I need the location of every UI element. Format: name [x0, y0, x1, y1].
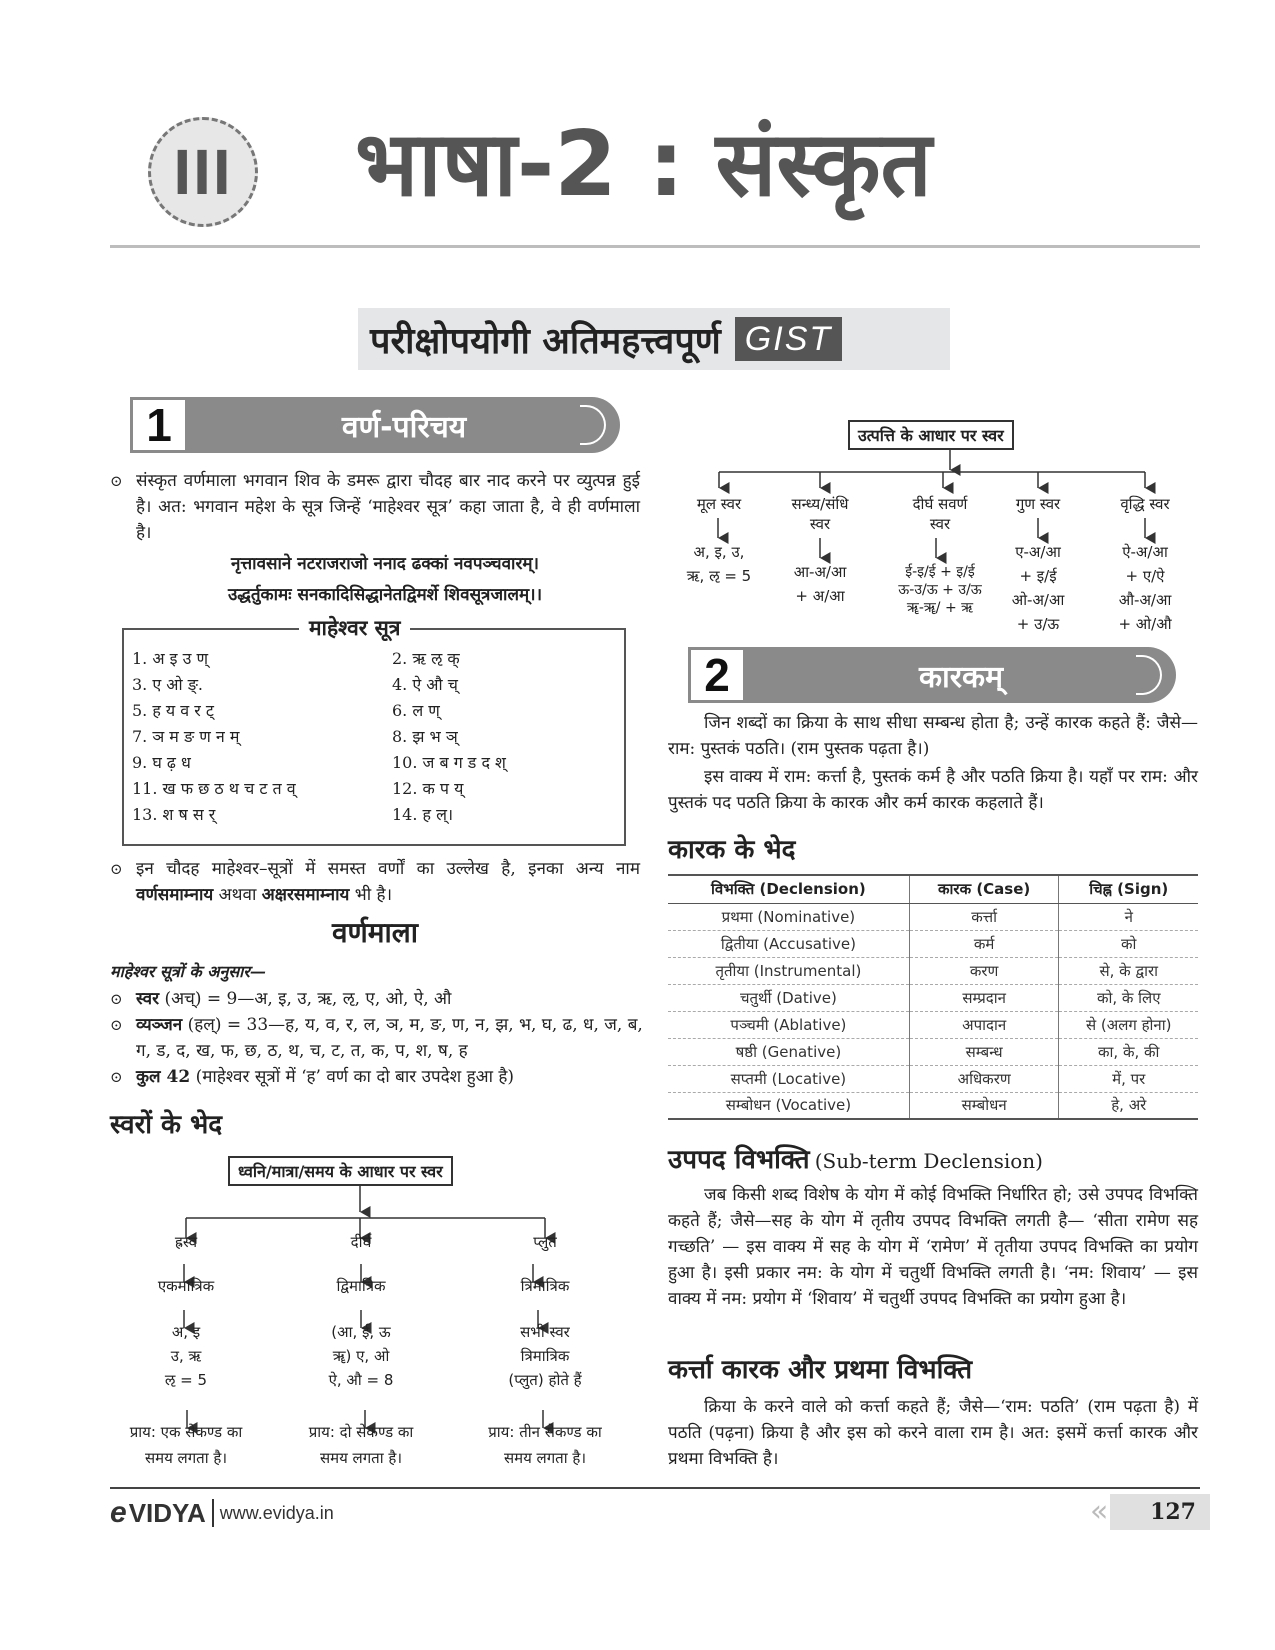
table-cell: तृतीया (Instrumental) [668, 957, 909, 984]
swar-list: ⊙ स्वर (अच्) = 9—अ, इ, उ, ऋ, ऌ, ए, ओ, ऐ, औ ⊙ व्यञ्जन (हल्) = 33—ह, य, व, र, ल, ञ, म, ङ, ण, न, झ, भ, घ, ढ, ध, ज, ब, ग, ड, द, ख, फ, छ, ठ, थ, च, ट, त, क, प, श, ष, ह ⊙ कुल 42 (माहेश्वर सूत्रों में ‘ह’ वर्ण का दो बार उपदेश हुआ है) [110, 986, 645, 1090]
utpatti-root: उत्पत्ति के आधार पर स्वर [848, 420, 1014, 450]
karta-heading: कर्त्ता कारक और प्रथमा विभक्ति [668, 1355, 973, 1385]
sutra-item: 5. ह य व र ट् [132, 701, 214, 720]
utpatti-node-value: ॠ-ॠ/ + ऋ [906, 600, 974, 616]
table-cell: करण [909, 957, 1059, 984]
dhvani-node-l1: (आ, ई, ऊ [331, 1323, 391, 1341]
unit-numeral: III [173, 136, 233, 208]
table-cell: से (अलग होना) [1059, 1011, 1198, 1038]
dhvani-node-l2: उ, ऋ [170, 1347, 202, 1365]
swaron-ke-bhed-heading: स्वरों के भेद [110, 1110, 223, 1140]
section-title: कारकम् [918, 659, 1004, 695]
table-cell: अपादान [909, 1011, 1059, 1038]
utpatti-node-value: ऐ-अ/आ [1122, 543, 1168, 561]
double-chevron-icon: « [1090, 1494, 1109, 1529]
sutra-item: 4. ऐ औ च् [392, 675, 458, 694]
gist-text: परीक्षोपयोगी अतिमहत्त्वपूर्ण [370, 320, 721, 362]
table-cell: द्वितीया (Accusative) [668, 930, 909, 957]
section-number: 1 [130, 397, 188, 453]
dhvani-node-type: द्विमात्रिक [336, 1277, 386, 1295]
table-cell: कर्त्ता [909, 903, 1059, 930]
dhvani-node-l2: त्रिमात्रिक [520, 1347, 570, 1365]
utpatti-node-label: वृद्धि स्वर [1120, 495, 1170, 513]
dhvani-node-l3: ऌ = 5 [164, 1371, 208, 1389]
website-link[interactable]: www.evidya.in [219, 1502, 334, 1523]
section-bar [746, 647, 1176, 703]
varnasamamnay-note: ⊙ इन चौदह माहेश्वर–सूत्रों में समस्त वर्णों का उल्लेख है, इनका अन्य नाम वर्णसमाम्नाय अथवा अक्षरसमाम्नाय भी है। [110, 856, 640, 908]
table-cell: सम्प्रदान [909, 984, 1059, 1011]
table-header-cell: विभक्ति (Declension) [668, 875, 909, 903]
sutra-item: 2. ऋ ऌ क् [392, 649, 460, 668]
dhvani-node-t2: समय लगता है। [319, 1449, 403, 1467]
table-row [668, 1011, 1198, 1038]
table-row [668, 984, 1198, 1011]
maheshwar-title: माहेश्वर सूत्र [299, 614, 410, 642]
karak-bhed-heading: कारक के भेद [668, 835, 796, 865]
dhvani-node-name: ह्रस्व [174, 1233, 198, 1251]
bullet-icon: ⊙ [110, 990, 123, 1008]
karta-paragraph: क्रिया के करने वाले को कर्त्ता कहते हैं; जैसे—‘राम: पठति’ (राम पढ़ता है) में पठति (पढ़ना) क्रिया है और इस को करने वाला राम है। अत: इसमें कर्त्ता कारक और प्रथमा विभक्ति है। [668, 1397, 1198, 1469]
lead-text: माहेश्वर सूत्रों के अनुसार— [110, 962, 266, 981]
utpatti-node-value: ऋ, ऌ = 5 [686, 567, 752, 585]
intro-paragraph: ⊙ संस्कृत वर्णमाला भगवान शिव के डमरू द्वारा चौदह बार नाद करने पर व्युत्पन्न हुई है। अत: भगवान महेश के सूत्र जिन्हें ‘माहेश्वर सूत्र’ कहा जाता है, वे ही वर्णमाला है। [110, 468, 640, 546]
dhvani-node-l1: अ, इ [171, 1323, 201, 1341]
utpatti-node-label: दीर्घ सवर्ण [912, 495, 968, 513]
bracket-decoration [1136, 655, 1162, 695]
table-cell: पञ्चमी (Ablative) [668, 1011, 909, 1038]
utpatti-node-value: + इ/ई [1019, 567, 1057, 585]
table-row [668, 1065, 1198, 1092]
sutra-item: 9. घ ढ़ ध [132, 753, 191, 772]
dhvani-node-l3: ऐ, औ = 8 [328, 1371, 394, 1389]
sutra-item: 3. ए ओ ङ्. [132, 675, 204, 694]
utpatti-node-value: + ओ/औ [1118, 615, 1172, 633]
logo-name: VIDYA [128, 1497, 206, 1528]
table-row [668, 1038, 1198, 1065]
sutra-item: 11. ख फ छ ठ थ च ट त व् [132, 779, 296, 798]
table-cell: से, के द्वारा [1059, 957, 1198, 984]
bullet-icon: ⊙ [110, 1068, 123, 1086]
footer-divider [110, 1487, 1200, 1489]
sutra-item: 10. ज ब ग ड द श् [392, 753, 506, 772]
bullet-icon: ⊙ [110, 472, 123, 490]
utpatti-node-label-2: स्वर [929, 515, 951, 533]
dhvani-root: ध्वनि/मात्रा/समय के आधार पर स्वर [228, 1156, 453, 1186]
utpatti-node-label: गुण स्वर [1015, 495, 1061, 513]
utpatti-node-value: औ-अ/आ [1118, 591, 1172, 609]
utpatti-node-value: + उ/ऊ [1016, 615, 1060, 633]
table-cell: षष्ठी (Genative) [668, 1038, 909, 1065]
karak-paragraph-1: जिन शब्दों का क्रिया के साथ सीधा सम्बन्ध होता है; उन्हें कारक कहते हैं: जैसे— राम: पुस्तकं पठति। (राम पुस्तक पढ़ता है।) [668, 713, 1198, 759]
dhvani-node-t1: प्राय: तीन सेकण्ड का [488, 1423, 602, 1441]
gist-tag: GIST [735, 317, 842, 361]
utpatti-node-value: + ए/ऐ [1125, 567, 1165, 585]
section-2-header [688, 647, 1176, 703]
dhvani-node-t2: समय लगता है। [503, 1449, 587, 1467]
utpatti-node-value: ओ-अ/आ [1011, 591, 1065, 609]
table-cell: हे, अरे [1059, 1092, 1198, 1119]
utpatti-node-label: मूल स्वर [696, 495, 742, 513]
bullet-icon: ⊙ [110, 1016, 123, 1034]
table-cell: सम्बन्ध [909, 1038, 1059, 1065]
table-header-row [668, 875, 1198, 903]
table-cell: सप्तमी (Locative) [668, 1065, 909, 1092]
logo-separator [212, 1499, 214, 1527]
utpatti-node-value: ई-इ/ई + इ/ई [905, 564, 975, 580]
sutra-item: 6. ल ण् [392, 701, 440, 720]
table-cell: में, पर [1059, 1065, 1198, 1092]
evidya-logo [110, 1496, 334, 1530]
table-cell: को, के लिए [1059, 984, 1198, 1011]
karak-paragraph-2: इस वाक्य में राम: कर्त्ता है, पुस्तकं कर्म है और पठति क्रिया है। यहाँ पर राम: और पुस्तकं पद पठति क्रिया के कारक और कर्म कारक कहलाते हैं। [668, 767, 1198, 813]
table-header-cell: कारक (Case) [909, 875, 1059, 903]
utpatti-node-value: अ, इ, उ, [693, 543, 745, 561]
utpatti-node-value: आ-अ/आ [793, 563, 847, 581]
dhvani-node-type: त्रिमात्रिक [520, 1277, 570, 1295]
table-row [668, 903, 1198, 930]
table-row [668, 957, 1198, 984]
sutra-item: 7. ञ म ङ ण न म् [132, 727, 240, 746]
sutra-item: 14. ह ल्। [392, 805, 454, 824]
table-header-cell: चिह्न (Sign) [1059, 875, 1198, 903]
table-cell: का, के, की [1059, 1038, 1198, 1065]
table-cell: सम्बोधन (Vocative) [668, 1092, 909, 1119]
logo-e: e [110, 1496, 127, 1529]
sutra-item: 13. श ष स र् [132, 805, 216, 824]
utpatti-node-value: ऊ-उ/ऊ + उ/ऊ [898, 582, 982, 598]
verse-line-2: उद्धर्तुकामः सनकादिसिद्धानेतद्विमर्शे शिवसूत्रजालम्।। [227, 585, 543, 605]
table-row [668, 930, 1198, 957]
table-cell: प्रथमा (Nominative) [668, 903, 909, 930]
utpatti-node-value: + अ/आ [795, 587, 845, 605]
upapad-paragraph: जब किसी शब्द विशेष के योग में कोई विभक्ति निर्धारित हो; उसे उपपद विभक्ति कहते हैं; जैसे—सह के योग में तृतीय उपपद विभक्ति लगती है— ‘सीता रामेण सह गच्छति’ — इस वाक्य में सह के योग में ‘रामेण’ में तृतीया उपपद विभक्ति का प्रयोग हुआ है। इसी प्रकार नम: के योग में चतुर्थी विभक्ति लगती है। ‘नम: शिवाय’ — इस वाक्य में नम: प्रयोग में ‘शिवाय’ में चतुर्थी उपपद विभक्ति का प्रयोग हुआ है। [668, 1185, 1198, 1309]
utpatti-node-value: ए-अ/आ [1015, 543, 1061, 561]
table-cell: ने [1059, 903, 1198, 930]
table-cell: को [1059, 930, 1198, 957]
varnamala-heading: वर्णमाला [331, 916, 419, 949]
dhvani-node-t1: प्राय: एक सेकण्ड का [129, 1423, 243, 1441]
upapad-heading: उपपद विभक्ति (Sub-term Declension) [668, 1145, 1043, 1175]
table-cell: चतुर्थी (Dative) [668, 984, 909, 1011]
dhvani-node-name: प्लुत [533, 1233, 557, 1251]
table-cell: सम्बोधन [909, 1092, 1059, 1119]
dhvani-node-l2: ॠ) ए, ओ [332, 1347, 390, 1365]
utpatti-node-label-2: स्वर [809, 515, 831, 533]
table-row [668, 1092, 1198, 1119]
sutra-item: 1. अ इ उ ण् [132, 649, 209, 668]
section-number: 2 [688, 647, 746, 703]
bullet-icon: ⊙ [110, 860, 123, 878]
dhvani-node-l3: (प्लुत) होते हैं [508, 1371, 582, 1389]
dhvani-node-type: एकमात्रिक [157, 1277, 215, 1295]
table-cell: कर्म [909, 930, 1059, 957]
verse-line-1: नृत्तावसाने नटराजराजो ननाद ढक्कां नवपञ्चवारम्। [230, 554, 539, 574]
page-title: भाषा-2 : संस्कृत [355, 112, 932, 217]
karak-table [668, 874, 1198, 1120]
dhvani-node-l1: सभी स्वर [520, 1323, 570, 1341]
page-number: 127 [1150, 1499, 1196, 1525]
dhvani-node-t1: प्राय: दो सेकण्ड का [308, 1423, 414, 1441]
dhvani-node-t2: समय लगता है। [144, 1449, 228, 1467]
sutra-item: 8. झ भ ञ् [392, 727, 458, 746]
table-cell: अधिकरण [909, 1065, 1059, 1092]
page-number-tab [1090, 1494, 1210, 1530]
dhvani-node-name: दीर्घ [350, 1233, 372, 1251]
utpatti-node-label: सन्ध्य/संधि [791, 495, 849, 513]
sutra-item: 12. क प य् [392, 779, 464, 798]
section-title: वर्ण-परिचय [341, 409, 467, 445]
